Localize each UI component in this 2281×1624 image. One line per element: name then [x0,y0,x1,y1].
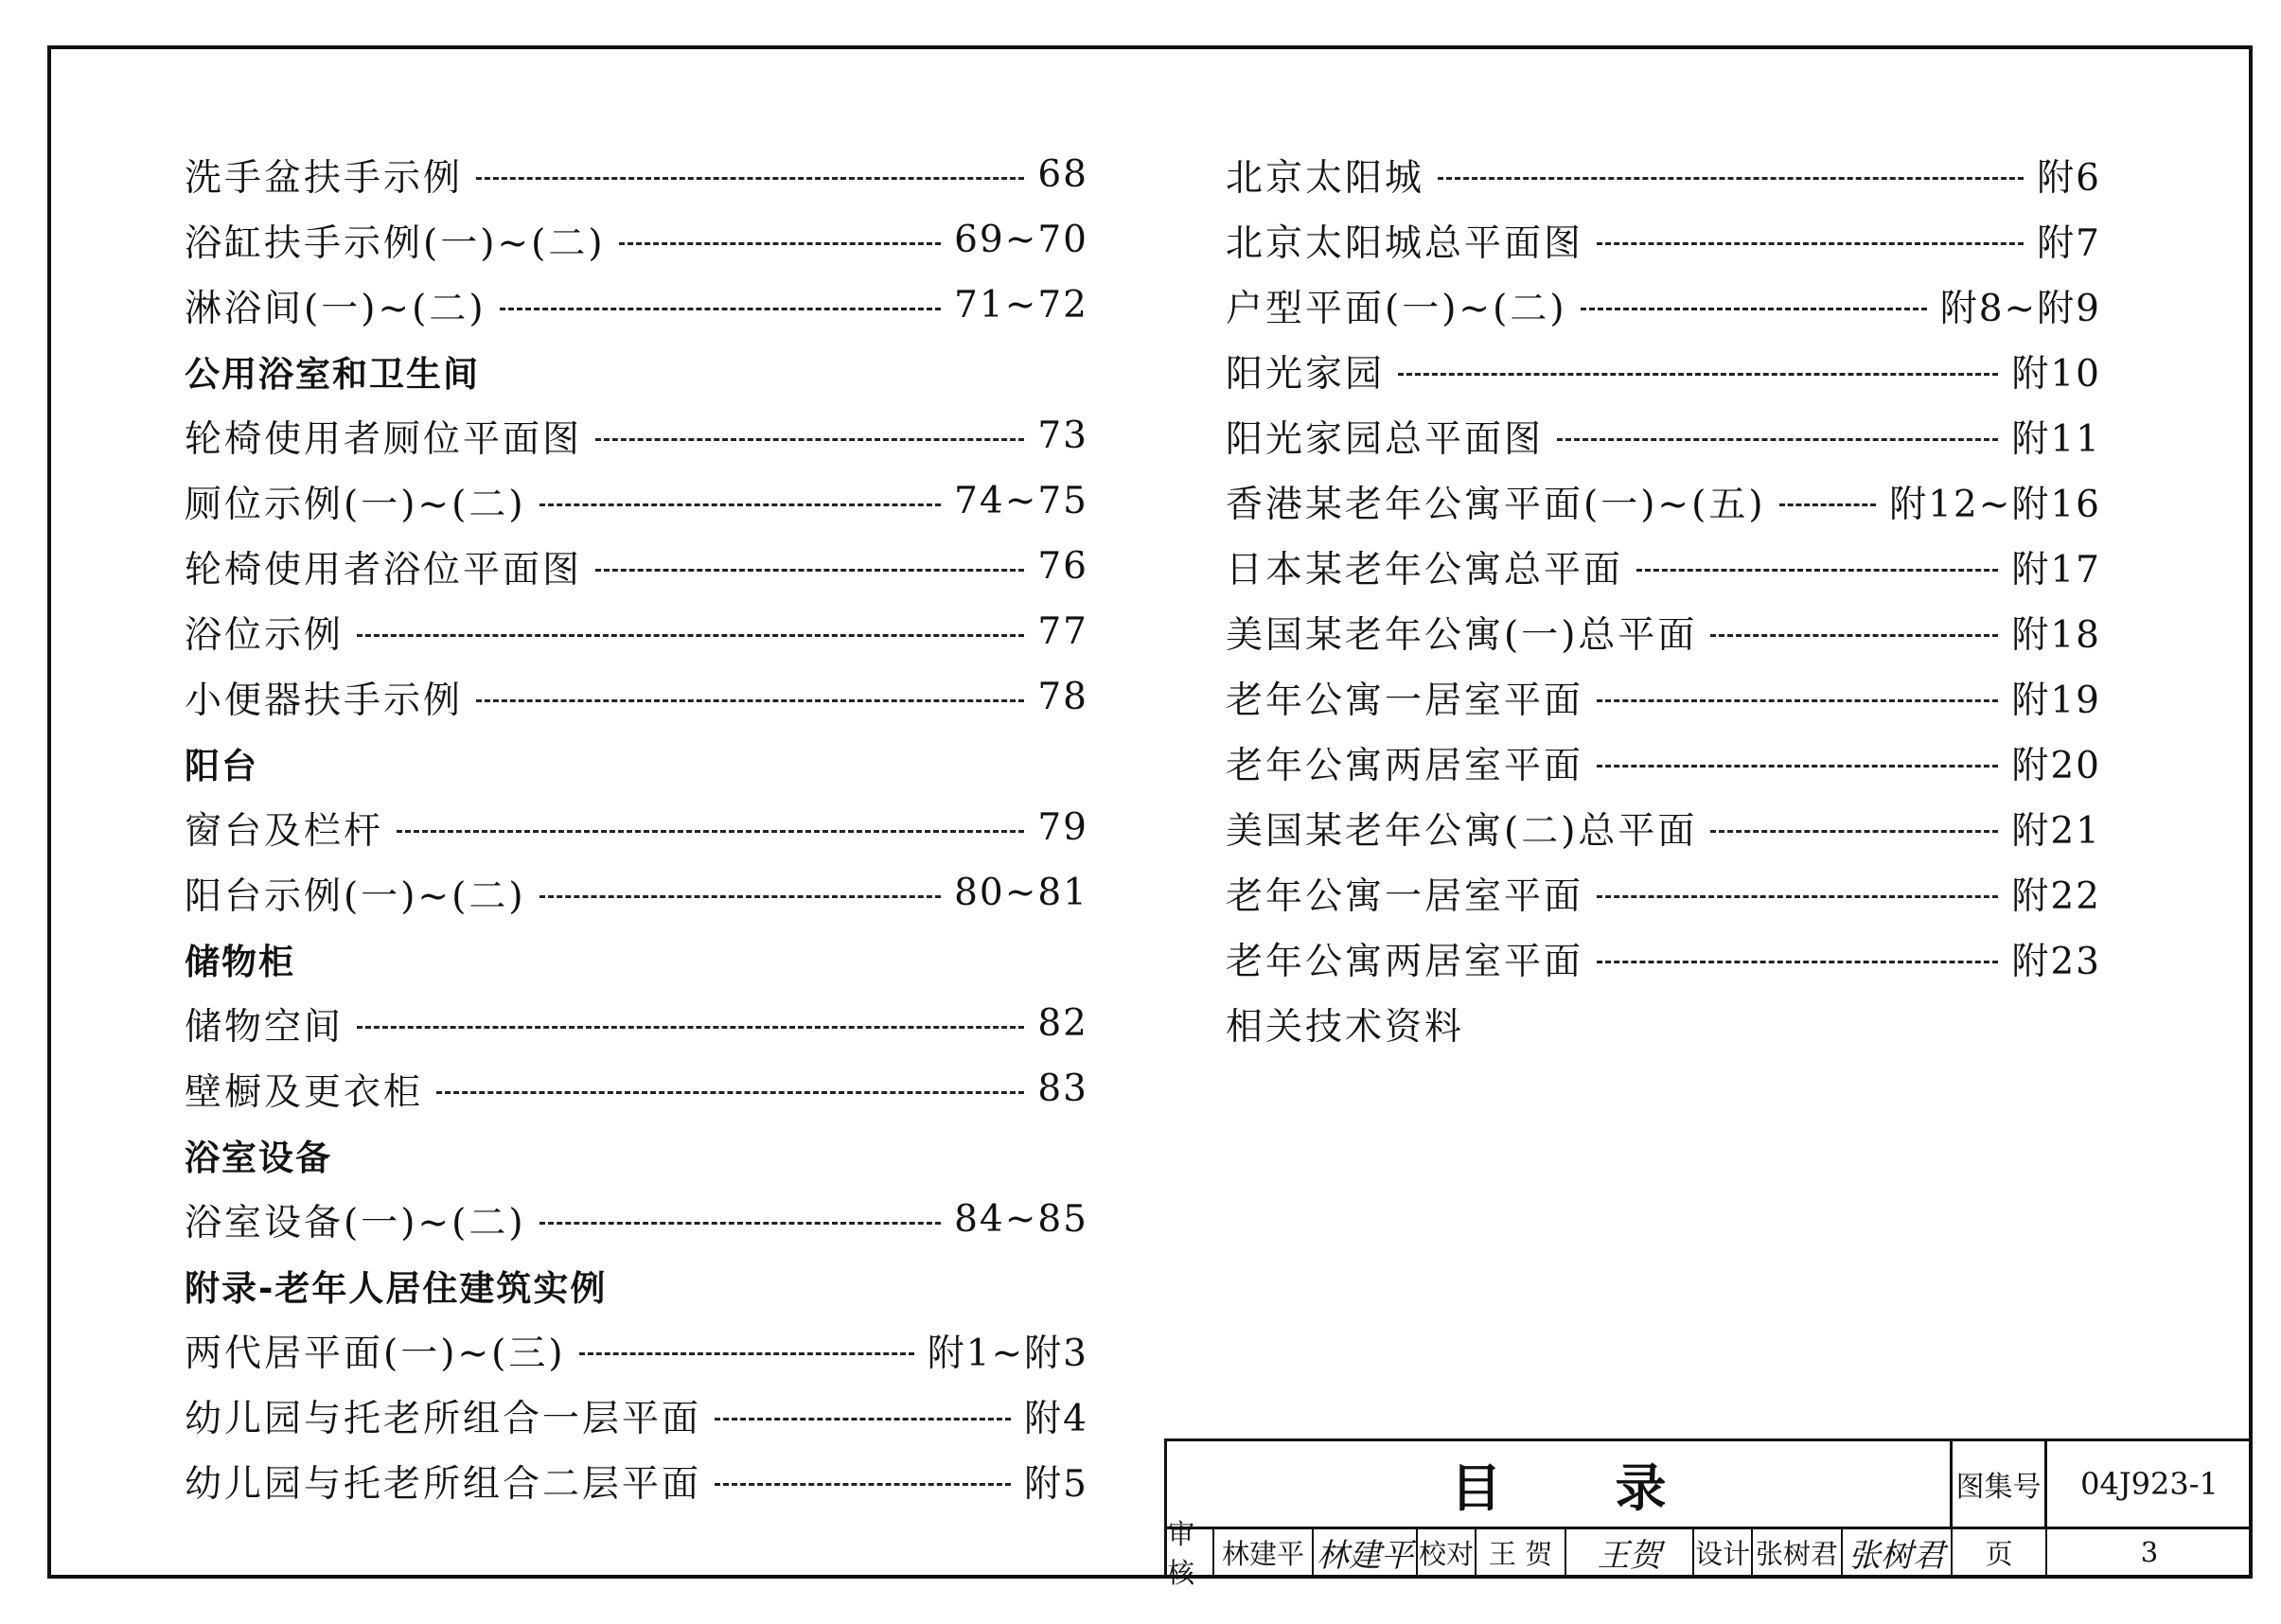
toc-entry-title: 窗台及栏杆 [185,809,384,853]
toc-entry-title: 两代居平面(一)~(三) [185,1332,566,1375]
dot-leader [539,895,942,898]
toc-entry [185,403,1088,468]
toc-entry-title: 老年公寓一居室平面 [1226,679,1584,722]
toc-entry-page: 附7 [2037,221,2101,265]
toc-entry-page: 84~85 [954,1198,1088,1241]
dot-leader [357,1026,1024,1029]
toc-left-column [185,142,1088,1513]
toc-entry-title: 美国某老年公寓(一)总平面 [1226,613,1698,657]
dot-leader [1398,373,1998,376]
page-label: 页 [1953,1527,2047,1578]
toc-entry-title: 浴缸扶手示例(一)~(二) [185,221,606,265]
toc-entry [1226,860,2101,926]
toc-entry [1226,599,2101,664]
toc-entry [185,1187,1088,1252]
toc-entry-title: 厕位示例(一)~(二) [185,483,526,526]
toc-entry-page: 74~75 [954,480,1088,522]
toc-entry [185,1448,1088,1513]
toc-entry-page: 附20 [2011,744,2101,787]
toc-entry [1226,795,2101,860]
toc-entry-page: 附18 [2011,613,2101,657]
toc-entry-title: 洗手盆扶手示例 [185,156,464,200]
toc-entry-page: 76 [1037,545,1088,588]
dot-leader [1581,308,1927,310]
toc-entry-page: 71~72 [954,284,1088,327]
toc-entry [1226,664,2101,730]
toc-entry-title: 阳光家园 [1226,352,1386,396]
toc-entry [1226,338,2101,403]
checker-name: 王 贺 [1476,1527,1566,1578]
toc-entry [185,860,1088,926]
toc-entry-title: 美国某老年公寓(二)总平面 [1226,809,1698,853]
toc-entry [185,991,1088,1056]
dot-leader [357,634,1024,637]
dot-leader [715,1418,1011,1421]
toc-entry-page: 83 [1037,1068,1088,1110]
dot-leader [1597,895,1998,898]
toc-entry [185,664,1088,730]
dot-leader [1779,503,1877,506]
toc-entry-title: 浴位示例 [185,613,345,657]
dot-leader [1597,961,1998,963]
dot-leader [1557,438,1998,441]
toc-entry-page: 附12~附16 [1889,483,2101,526]
dot-leader [1597,242,2024,245]
toc-entry [185,599,1088,664]
toc-entry [1226,207,2101,273]
toc-entry-title: 老年公寓一居室平面 [1226,874,1584,918]
designer-signature: 张树君 [1843,1527,1953,1578]
dot-leader [1597,765,1998,768]
dot-leader [476,177,1024,180]
toc-entry-title: 幼儿园与托老所组合一层平面 [185,1397,702,1440]
toc-entry-title: 日本某老年公寓总平面 [1226,548,1624,591]
dot-leader [397,830,1024,833]
toc-entry-page: 附5 [1024,1462,1088,1506]
toc-entry-title: 北京太阳城 [1226,156,1425,200]
toc-entry-page: 附17 [2011,548,2101,591]
toc-entry-page: 68 [1037,153,1088,196]
toc-entry-title: 阳台示例(一)~(二) [185,874,526,918]
section-heading-text: 浴室设备 [185,1137,332,1178]
section-heading [185,1121,1088,1187]
check-label: 校对 [1418,1527,1476,1578]
dot-leader [539,1222,942,1225]
toc-entry-page: 73 [1037,415,1088,457]
dot-leader [1636,569,1998,572]
toc-entry-title: 北京太阳城总平面图 [1226,221,1584,265]
toc-entry-page: 77 [1037,610,1088,653]
toc-entry [1226,468,2101,534]
document-title: 目录 [1167,1441,1953,1527]
design-label: 设计 [1694,1527,1753,1578]
toc-entry [1226,403,2101,468]
atlas-number-label: 图集号 [1953,1441,2047,1527]
toc-entry [1226,142,2101,207]
toc-entry-title: 相关技术资料 [1226,1005,1465,1049]
toc-entry-page: 附23 [2011,940,2101,983]
toc-entry-page: 附19 [2011,679,2101,722]
dot-leader [595,438,1024,441]
toc-entry [185,1317,1088,1383]
toc-entry-page: 79 [1037,806,1088,849]
toc-entry-title: 幼儿园与托老所组合二层平面 [185,1462,702,1506]
dot-leader [500,308,942,310]
toc-entry [185,142,1088,207]
atlas-number: 04J923-1 [2080,1466,2219,1502]
toc-entry [185,207,1088,273]
toc-entry-title: 户型平面(一)~(二) [1226,287,1567,330]
toc-entry-page: 附4 [1024,1397,1088,1440]
toc-entry [1226,730,2101,795]
toc-entry-page: 附6 [2037,156,2101,200]
dot-leader [579,1352,914,1355]
toc-entry-title: 轮椅使用者厕位平面图 [185,417,583,461]
checker-signature: 王贺 [1566,1527,1694,1578]
toc-entry-page: 78 [1037,676,1088,718]
section-heading-text: 附录-老年人居住建筑实例 [185,1267,608,1309]
dot-leader [476,699,1024,702]
toc-entry-page: 附1~附3 [927,1332,1088,1375]
toc-right-column [1226,142,2101,1056]
toc-entry-title: 小便器扶手示例 [185,679,464,722]
title-block [1164,1439,2249,1589]
dot-leader [1438,177,2024,180]
section-heading-text: 阳台 [185,745,258,786]
toc-entry [185,273,1088,338]
toc-entry [185,795,1088,860]
dot-leader [1597,699,1998,702]
toc-entry-title: 壁橱及更衣柜 [185,1070,424,1114]
review-label: 审核 [1167,1527,1214,1578]
toc-plain-entry [1226,991,2101,1056]
dot-leader [539,503,942,506]
toc-entry-page: 69~70 [954,219,1088,261]
section-heading [185,926,1088,991]
toc-entry-title: 老年公寓两居室平面 [1226,940,1584,983]
section-heading [185,338,1088,403]
dot-leader [619,242,942,245]
toc-entry-page: 附8~附9 [1939,287,2101,330]
toc-entry-page: 附22 [2011,874,2101,918]
dot-leader [1710,830,1998,833]
toc-entry-page: 80~81 [954,872,1088,914]
dot-leader [1710,634,1998,637]
toc-entry [185,1383,1088,1448]
toc-entry [185,534,1088,599]
reviewer-name: 林建平 [1214,1527,1314,1578]
toc-entry-title: 浴室设备(一)~(二) [185,1201,526,1244]
toc-entry-title: 储物空间 [185,1005,345,1049]
toc-entry-title: 老年公寓两居室平面 [1226,744,1584,787]
designer-name: 张树君 [1753,1527,1843,1578]
toc-entry-title: 香港某老年公寓平面(一)~(五) [1226,483,1766,526]
section-heading-text: 公用浴室和卫生间 [185,353,480,395]
dot-leader [436,1091,1024,1094]
toc-entry-title: 阳光家园总平面图 [1226,417,1545,461]
dot-leader [715,1483,1011,1486]
toc-entry-page: 附10 [2011,352,2101,396]
toc-entry-title: 轮椅使用者浴位平面图 [185,548,583,591]
toc-entry [1226,534,2101,599]
toc-entry [1226,926,2101,991]
section-heading-text: 储物柜 [185,941,295,982]
page-number: 3 [2140,1536,2159,1568]
toc-entry-page: 82 [1037,1002,1088,1045]
section-heading [185,1252,1088,1317]
toc-entry-title: 淋浴间(一)~(二) [185,287,486,330]
toc-entry [185,468,1088,534]
toc-entry-page: 附21 [2011,809,2101,853]
toc-entry-page: 附11 [2011,417,2101,461]
toc-entry [185,1056,1088,1121]
dot-leader [595,569,1024,572]
section-heading [185,730,1088,795]
reviewer-signature: 林建平 [1314,1527,1418,1578]
toc-entry [1226,273,2101,338]
